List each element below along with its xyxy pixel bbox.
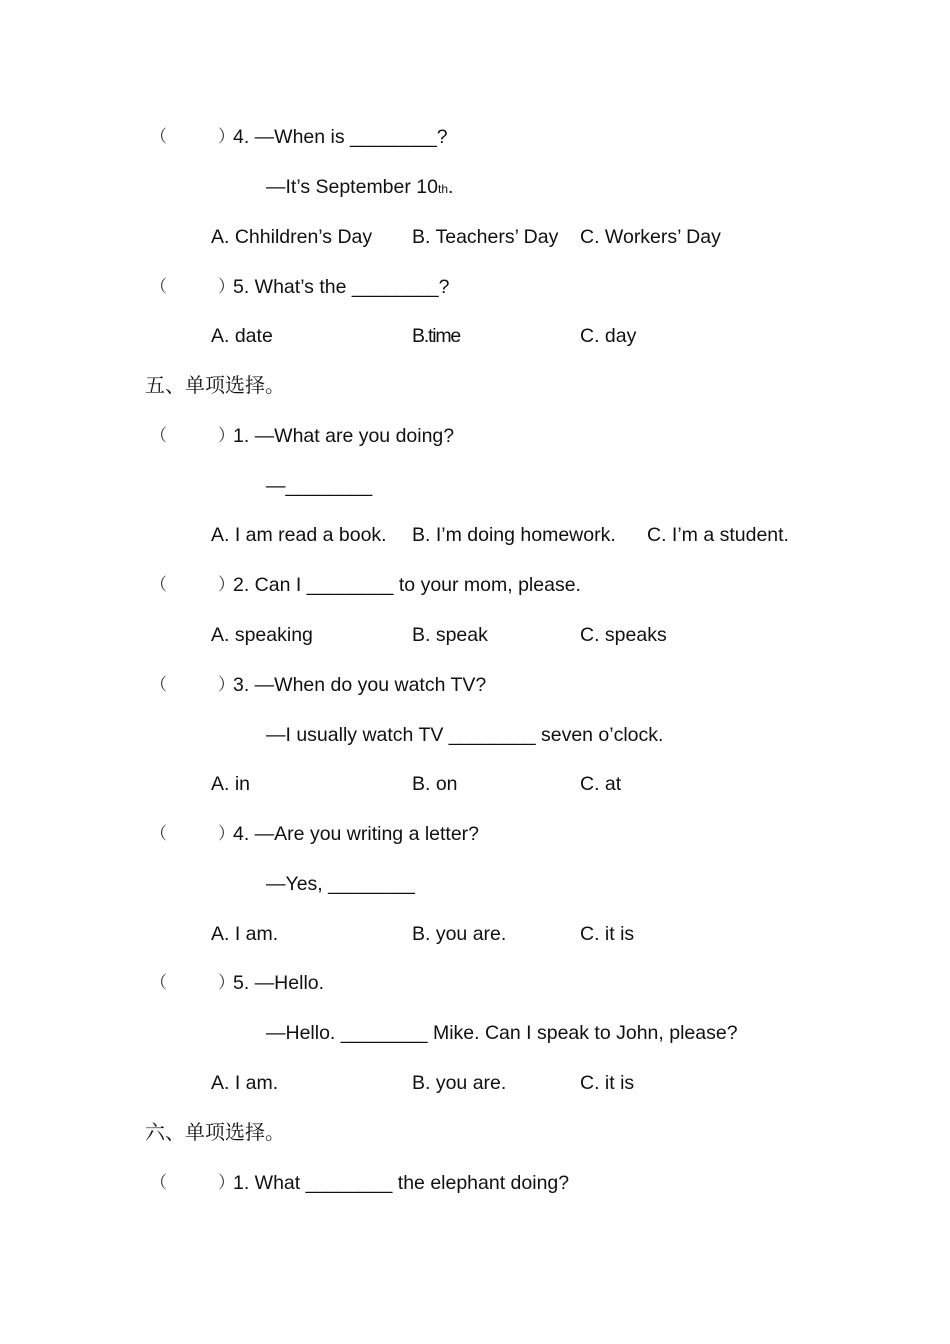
answer-bracket: （ ） — [150, 277, 235, 297]
option-a: A. in — [211, 773, 251, 795]
option-b: B. I’m doing homework. — [412, 524, 616, 546]
option-a: A. I am. — [211, 1072, 279, 1094]
question-text: 3. —When do you watch TV? — [233, 674, 487, 696]
question-text: 1. —What are you doing? — [233, 425, 455, 447]
answer-bracket: （ ） — [150, 824, 235, 844]
question-text: 4. —Are you writing a letter? — [233, 823, 480, 845]
answer-bracket: （ ） — [150, 127, 235, 147]
answer-line: —Yes, ________ — [266, 873, 415, 895]
question-text: 4. —When is ________? — [233, 126, 448, 148]
option-b: B. you are. — [412, 923, 507, 945]
option-a: A. I am. — [211, 923, 279, 945]
option-c: C. day — [580, 325, 637, 347]
option-c: C. I’m a student. — [647, 524, 789, 546]
answer-bracket: （ ） — [150, 1173, 235, 1193]
answer-bracket: （ ） — [150, 973, 235, 993]
question-text: 5. —Hello. — [233, 972, 325, 994]
question-text: 2. Can I ________ to your mom, please. — [233, 574, 581, 596]
option-a: A. I am read a book. — [211, 524, 387, 546]
option-c: C. Workers’ Day — [580, 226, 721, 248]
option-c: C. it is — [580, 923, 635, 945]
option-c: C. at — [580, 773, 622, 795]
answer-line: —________ — [266, 475, 373, 497]
answer-line: —It’s September 10th. — [266, 176, 454, 198]
answer-bracket: （ ） — [150, 575, 235, 595]
question-text: 1. What ________ the elephant doing? — [233, 1172, 570, 1194]
option-b: B.time — [412, 325, 461, 347]
option-b: B. on — [412, 773, 458, 795]
answer-bracket: （ ） — [150, 675, 235, 695]
option-a: A. date — [211, 325, 273, 347]
section-heading: 五、单项选择。 — [145, 373, 285, 397]
option-c: C. speaks — [580, 624, 667, 646]
answer-line: —Hello. ________ Mike. Can I speak to John, please? — [266, 1022, 738, 1044]
option-b: B. you are. — [412, 1072, 507, 1094]
answer-line: —I usually watch TV ________ seven o’clock. — [266, 724, 664, 746]
section-heading: 六、单项选择。 — [145, 1120, 285, 1144]
question-text: 5. What’s the ________? — [233, 276, 450, 298]
option-a: A. Chhildren’s Day — [211, 226, 373, 248]
answer-bracket: （ ） — [150, 426, 235, 446]
option-c: C. it is — [580, 1072, 635, 1094]
option-b: B. Teachers’ Day — [412, 226, 559, 248]
option-a: A. speaking — [211, 624, 313, 646]
option-b: B. speak — [412, 624, 488, 646]
ordinal-suffix: th — [437, 182, 448, 196]
